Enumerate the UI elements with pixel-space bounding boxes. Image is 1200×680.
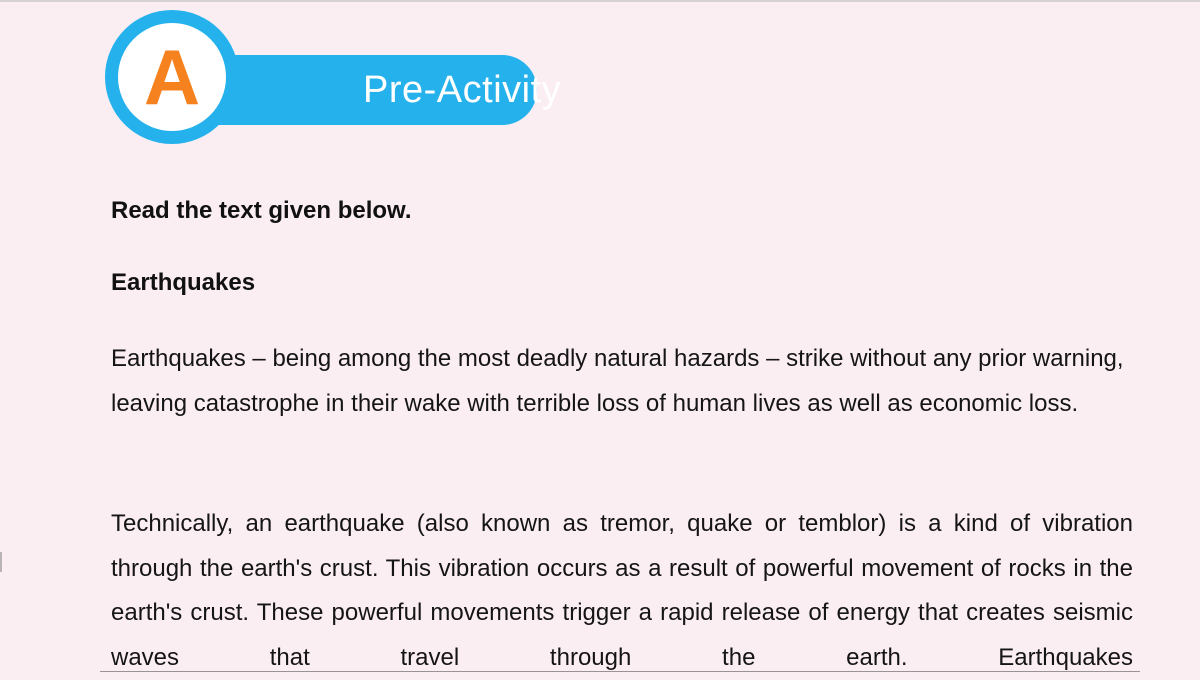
- section-letter-circle: [105, 10, 239, 144]
- bottom-border: [100, 671, 1140, 672]
- instruction-text: Read the text given below.: [111, 197, 412, 224]
- section-header-badge: [105, 10, 562, 145]
- margin-mark: [0, 552, 2, 572]
- article-paragraph-2: Technically, an earthquake (also known as tremor, quake or temblor) is a kind of vibration through the earth's crust. This vibration occurs as a result of powerful movement of rocks in the earth's crust. These powerful movements trigger a rapid release of energy that creates seismic waves that travel through the earth. Earthquakes: [111, 510, 1133, 671]
- top-border: [0, 0, 1200, 2]
- article-paragraph-1: Earthquakes – being among the most deadly natural hazards – strike without any prior warning, leaving catastrophe in their wake with terrible loss of human lives as well as economic loss.: [111, 345, 1124, 417]
- article-title: Earthquakes: [111, 269, 256, 296]
- section-label-pill: [205, 55, 562, 125]
- section-label: Pre-Activity: [363, 69, 562, 111]
- section-letter: A: [118, 23, 226, 131]
